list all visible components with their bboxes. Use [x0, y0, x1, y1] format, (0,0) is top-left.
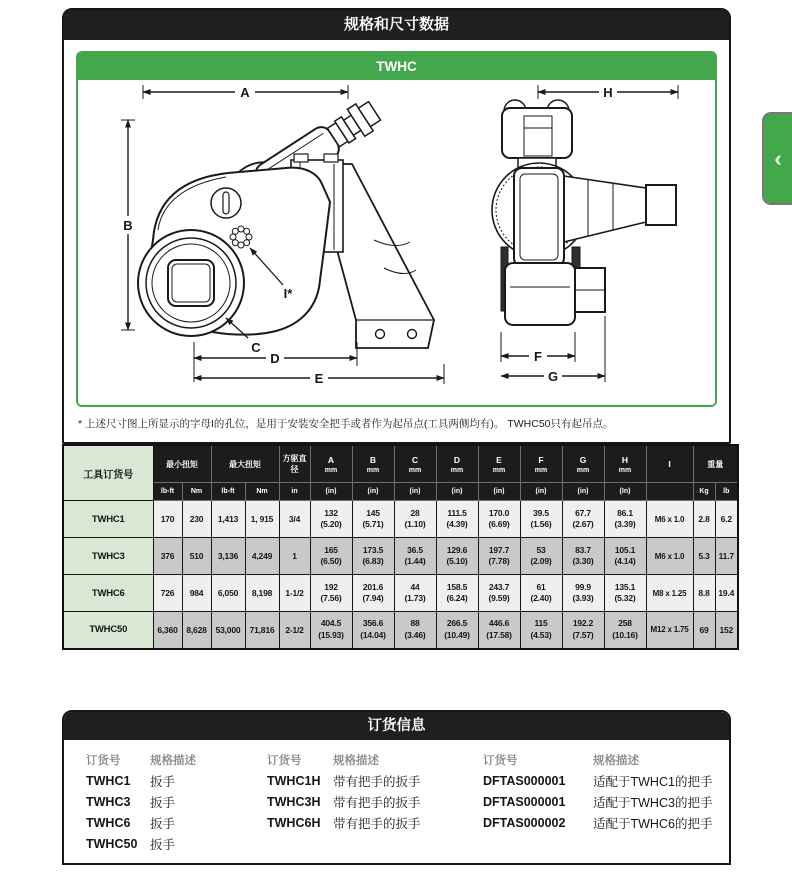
unit-lbft: lb-ft — [153, 483, 182, 501]
dim-label-h: H — [603, 85, 613, 100]
order-number: DFTAS000001 — [483, 795, 566, 809]
dim-label-a: A — [240, 85, 250, 100]
dim-cell: 158.5 (6.24) — [436, 575, 478, 612]
spec-cell: 6,360 — [153, 612, 182, 649]
order-number: TWHC3 — [86, 795, 131, 809]
col-dim-d: D mm — [436, 445, 478, 483]
ordering-group — [267, 750, 481, 855]
col-drive: 方驱直径 — [279, 445, 310, 483]
spec-cell: 1, 915 — [245, 501, 279, 538]
dim-cell: 67.7 (2.67) — [562, 501, 604, 538]
ordering-section — [62, 710, 731, 865]
dim-cell: 105.1 (4.14) — [604, 538, 646, 575]
dim-cell: 86.1 (3.39) — [604, 501, 646, 538]
col-dim-i: I — [646, 445, 693, 483]
twhc-dimension-diagram — [78, 80, 717, 400]
unit-in-paren: (in) — [310, 483, 352, 501]
col-weight: 重量 — [693, 445, 738, 483]
col-dim-g: G mm — [562, 445, 604, 483]
unit-in-paren: (in) — [562, 483, 604, 501]
dim-cell: 132 (5.20) — [310, 501, 352, 538]
unit-in-paren: (in) — [520, 483, 562, 501]
dim-cell: 201.6 (7.94) — [352, 575, 394, 612]
order-description: 适配于TWHC3的把手 — [593, 796, 713, 810]
ordering-title: 订货信息 — [64, 712, 729, 740]
unit-nm: Nm — [245, 483, 279, 501]
dim-cell: 266.5 (10.49) — [436, 612, 478, 649]
weight-cell: 69 — [693, 612, 715, 649]
dim-cell: 61 (2.40) — [520, 575, 562, 612]
ordering-group — [483, 750, 712, 855]
page-content — [62, 8, 735, 865]
weight-cell: 2.8 — [693, 501, 715, 538]
thread-cell: M12 x 1.75 — [646, 612, 693, 649]
col-tool-number: 工具订货号 — [63, 445, 153, 501]
spec-cell: 3/4 — [279, 501, 310, 538]
dim-cell: 129.6 (5.10) — [436, 538, 478, 575]
unit-lbft: lb-ft — [211, 483, 245, 501]
dim-cell: 28 (1.10) — [394, 501, 436, 538]
spec-cell: 3,136 — [211, 538, 245, 575]
dim-label-g: G — [547, 369, 559, 384]
dim-cell: 404.5 (15.93) — [310, 612, 352, 649]
ordering-col-no-header: 订货号 — [483, 755, 518, 767]
dim-cell: 44 (1.73) — [394, 575, 436, 612]
dim-cell: 243.7 (9.59) — [478, 575, 520, 612]
dim-cell: 115 (4.53) — [520, 612, 562, 649]
ordering-group — [86, 750, 242, 855]
dim-cell: 192.2 (7.57) — [562, 612, 604, 649]
order-description: 扳手 — [150, 817, 176, 831]
dim-cell: 197.7 (7.78) — [478, 538, 520, 575]
model-cell: TWHC3 — [63, 538, 153, 575]
order-description: 适配于TWHC1的把手 — [593, 775, 713, 789]
dim-cell: 53 (2.09) — [520, 538, 562, 575]
chevron-left-icon: ‹ — [774, 145, 782, 171]
spec-cell: 726 — [153, 575, 182, 612]
unit-in-paren: (in) — [352, 483, 394, 501]
order-number: TWHC1 — [86, 774, 131, 788]
order-number: TWHC6 — [86, 816, 131, 830]
col-dim-e: E mm — [478, 445, 520, 483]
diagram-footnote: * 上述尺寸图上所显示的字母I的孔位，是用于安装安全把手或者作为起吊点(工具两侧均有)。 TWHC50只有起吊点。 — [78, 418, 614, 430]
order-number: DFTAS000001 — [483, 774, 566, 788]
model-title: TWHC — [78, 53, 715, 80]
dim-cell: 36.5 (1.44) — [394, 538, 436, 575]
table-row — [63, 575, 738, 612]
col-dim-f: F mm — [520, 445, 562, 483]
unit-in-paren: (in) — [394, 483, 436, 501]
unit-in: in — [279, 483, 310, 501]
col-dim-h: H mm — [604, 445, 646, 483]
spec-cell: 6,050 — [211, 575, 245, 612]
unit-in-paren-h: (In) — [604, 483, 646, 501]
spec-cell: 1-1/2 — [279, 575, 310, 612]
spec-cell: 53,000 — [211, 612, 245, 649]
dim-cell: 99.9 (3.93) — [562, 575, 604, 612]
spec-cell: 376 — [153, 538, 182, 575]
unit-kg: Kg — [693, 483, 715, 501]
spec-cell: 230 — [182, 501, 211, 538]
model-cell: TWHC50 — [63, 612, 153, 649]
dim-cell: 83.7 (3.30) — [562, 538, 604, 575]
ordering-col-no-header: 订货号 — [86, 755, 121, 767]
diagram-area — [78, 80, 715, 405]
spec-title: 规格和尺寸数据 — [64, 10, 729, 40]
dim-cell: 192 (7.56) — [310, 575, 352, 612]
dim-cell: 258 (10.16) — [604, 612, 646, 649]
spec-cell: 510 — [182, 538, 211, 575]
dim-cell: 145 (5.71) — [352, 501, 394, 538]
dim-label-b: B — [123, 218, 133, 233]
order-number: TWHC6H — [267, 816, 321, 830]
spec-cell: 8,628 — [182, 612, 211, 649]
model-cell: TWHC1 — [63, 501, 153, 538]
order-number: TWHC50 — [86, 837, 138, 851]
unit-lb: lb — [715, 483, 738, 501]
col-dim-c: C mm — [394, 445, 436, 483]
unit-nm: Nm — [182, 483, 211, 501]
weight-cell: 11.7 — [715, 538, 738, 575]
spec-section — [62, 8, 731, 444]
table-row — [63, 501, 738, 538]
spec-cell: 71,816 — [245, 612, 279, 649]
dim-cell: 39.5 (1.56) — [520, 501, 562, 538]
dim-cell: 111.5 (4.39) — [436, 501, 478, 538]
spec-cell: 8,198 — [245, 575, 279, 612]
dim-cell: 165 (6.50) — [310, 538, 352, 575]
dim-label-e: E — [314, 371, 324, 386]
dim-cell: 170.0 (6.69) — [478, 501, 520, 538]
unit-blank — [646, 483, 693, 501]
col-dim-b: B mm — [352, 445, 394, 483]
order-description: 扳手 — [150, 796, 176, 810]
order-description: 扳手 — [150, 838, 176, 852]
spec-table-body — [63, 501, 738, 649]
thread-cell: M6 x 1.0 — [646, 501, 693, 538]
order-description: 带有把手的扳手 — [333, 775, 421, 789]
unit-in-paren: (in) — [436, 483, 478, 501]
dim-cell: 446.6 (17.58) — [478, 612, 520, 649]
order-number: DFTAS000002 — [483, 816, 566, 830]
col-min-torque: 最小扭矩 — [153, 445, 211, 483]
ordering-col-desc-header: 规格描述 — [150, 755, 196, 767]
table-row — [63, 538, 738, 575]
dim-label-i: I* — [283, 286, 293, 301]
spec-cell: 1,413 — [211, 501, 245, 538]
unit-in-paren: (in) — [478, 483, 520, 501]
weight-cell: 152 — [715, 612, 738, 649]
dim-label-d: D — [270, 351, 280, 366]
order-description: 适配于TWHC6的把手 — [593, 817, 713, 831]
dim-label-c: C — [251, 340, 261, 355]
weight-cell: 19.4 — [715, 575, 738, 612]
col-max-torque: 最大扭矩 — [211, 445, 279, 483]
ordering-col-desc-header: 规格描述 — [593, 755, 639, 767]
spec-cell: 984 — [182, 575, 211, 612]
dim-cell: 356.6 (14.04) — [352, 612, 394, 649]
order-description: 带有把手的扳手 — [333, 817, 421, 831]
spec-cell: 170 — [153, 501, 182, 538]
model-cell: TWHC6 — [63, 575, 153, 612]
thread-cell: M6 x 1.0 — [646, 538, 693, 575]
thread-cell: M8 x 1.25 — [646, 575, 693, 612]
order-description: 带有把手的扳手 — [333, 796, 421, 810]
order-description: 扳手 — [150, 775, 176, 789]
col-dim-a: A mm — [310, 445, 352, 483]
weight-cell: 5.3 — [693, 538, 715, 575]
dim-cell: 88 (3.46) — [394, 612, 436, 649]
spec-cell: 1 — [279, 538, 310, 575]
dim-label-f: F — [534, 349, 542, 364]
collapse-side-tab[interactable] — [762, 112, 792, 205]
ordering-content — [64, 740, 729, 855]
spec-table — [62, 444, 739, 650]
order-number: TWHC1H — [267, 774, 321, 788]
ordering-col-desc-header: 规格描述 — [333, 755, 379, 767]
ordering-col-no-header: 订货号 — [267, 755, 302, 767]
order-number: TWHC3H — [267, 795, 321, 809]
dim-cell: 135.1 (5.32) — [604, 575, 646, 612]
model-card — [76, 51, 717, 407]
spec-cell: 2-1/2 — [279, 612, 310, 649]
dim-cell: 173.5 (6.83) — [352, 538, 394, 575]
weight-cell: 6.2 — [715, 501, 738, 538]
spec-cell: 4,249 — [245, 538, 279, 575]
weight-cell: 8.8 — [693, 575, 715, 612]
table-row — [63, 612, 738, 649]
